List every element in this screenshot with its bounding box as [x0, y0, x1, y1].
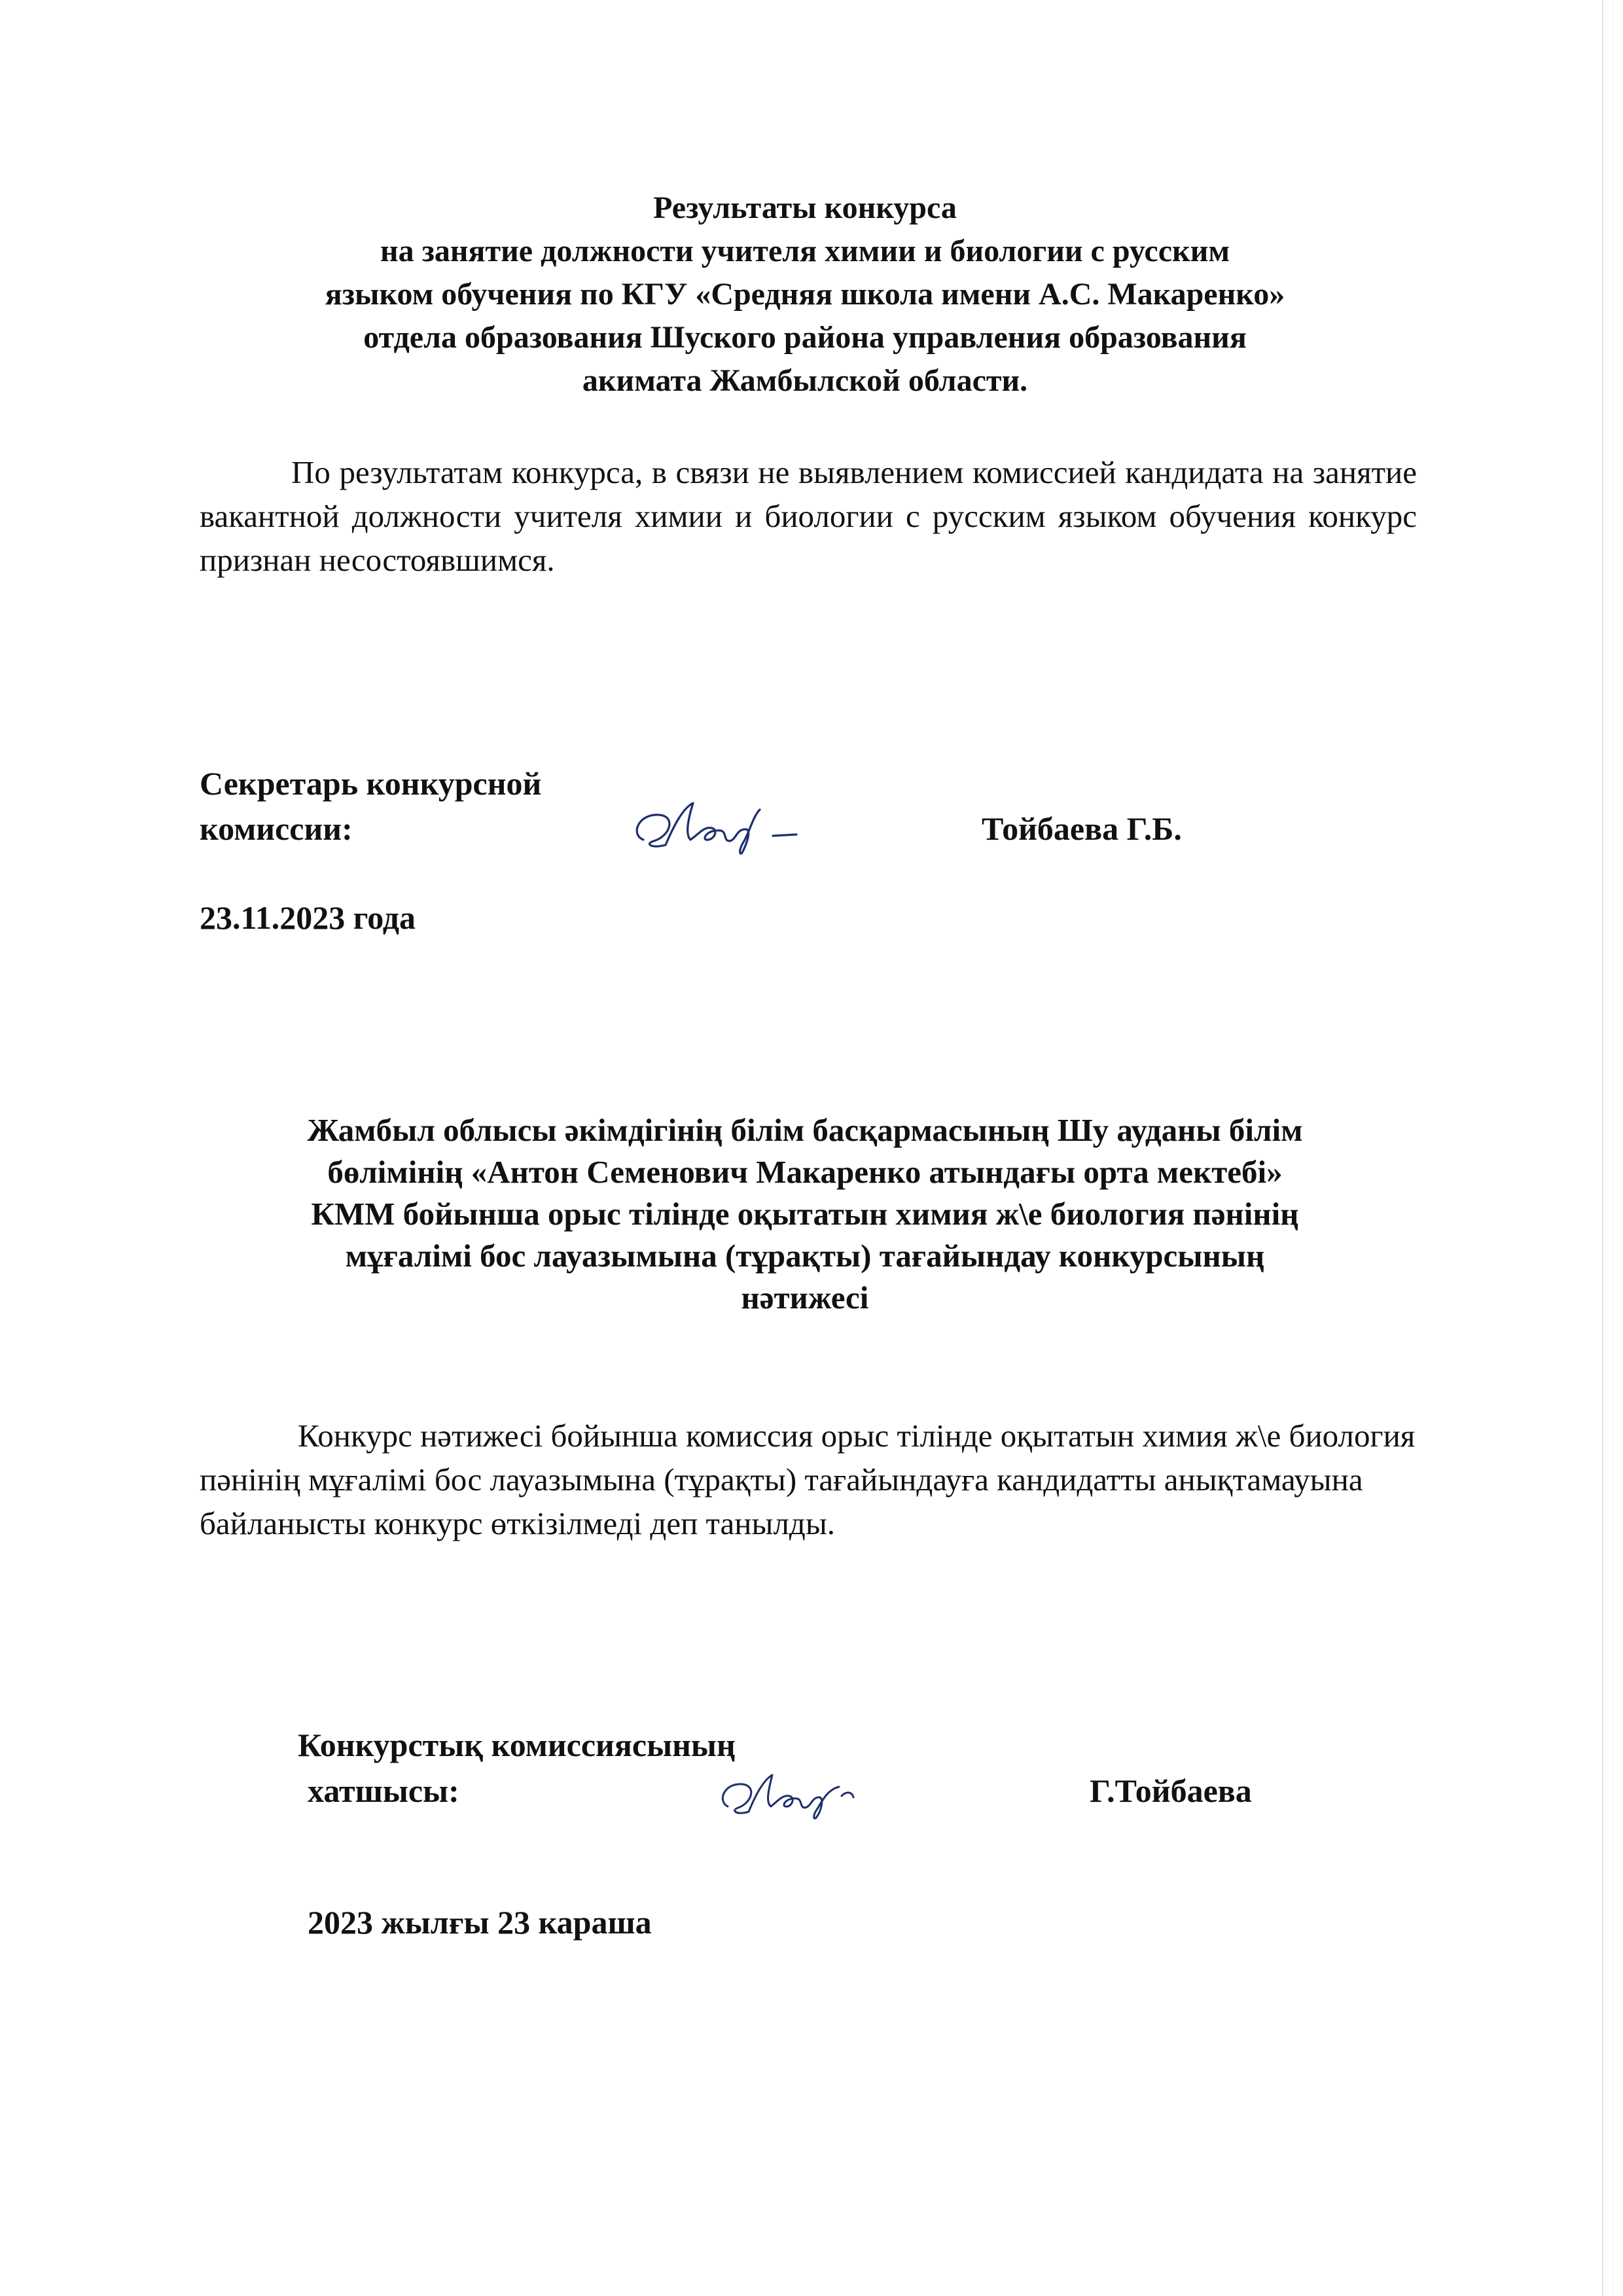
- ru-title-line-3: языком обучения по КГУ «Средняя школа имени А.С. Макаренко»: [325, 277, 1285, 312]
- ru-title: [196, 187, 1414, 403]
- ru-secretary-name: Тойбаева Г.Б.: [982, 810, 1182, 847]
- ru-title-line-1: Результаты конкурса: [653, 190, 957, 225]
- kz-secretary-label-line-2: хатшысы:: [308, 1772, 459, 1809]
- ru-secretary-label-line-2: комиссии:: [200, 810, 353, 847]
- kz-date: 2023 жылғы 23 караша: [308, 1904, 652, 1941]
- kz-title-line-3: КММ бойынша орыс тілінде оқытатын химия ж\е биология пәнінің: [311, 1196, 1299, 1232]
- kz-title-line-2: бөлімінің «Антон Семенович Макаренко атындағы орта мектебі»: [327, 1154, 1283, 1190]
- kz-title: [196, 1109, 1414, 1319]
- kz-title-line-1: Жамбыл облысы әкімдігінің білім басқармасының Шу ауданы білім: [307, 1112, 1303, 1148]
- scan-edge: [1584, 0, 1623, 2296]
- kz-title-line-4: мұғалімі бос лауазымына (тұрақты) тағайындау конкурсының: [345, 1238, 1265, 1274]
- ru-title-line-2: на занятие должности учителя химии и биологии с русским: [380, 234, 1230, 268]
- kz-secretary-name: Г.Тойбаева: [1090, 1772, 1252, 1809]
- ru-signature: [625, 789, 815, 861]
- ru-body-paragraph: По результатам конкурса, в связи не выявлением комиссией кандидата на занятие вакантной должности учителя химии и биологии с русским языком обучения конкурс признан несостоявшимся.: [200, 454, 1417, 578]
- kz-body-paragraph: Конкурс нәтижесі бойынша комиссия орыс тілінде оқытатын химия ж\е биология пәнінің мұғалімі бос лауазымына (тұрақты) тағайындауға кандидатты анықтамауына байланысты конкурс өткізілмеді деп танылды.: [200, 1418, 1416, 1541]
- kz-signature: [713, 1761, 864, 1826]
- ru-secretary-label-line-1: Секретарь конкурсной: [200, 765, 542, 802]
- ru-title-line-4: отдела образования Шуского района управления образования: [363, 320, 1247, 355]
- kz-title-line-5: нәтижесі: [741, 1280, 869, 1316]
- kz-secretary-label-line-1: Конкурстық комиссиясының: [298, 1727, 736, 1763]
- ru-date: 23.11.2023 года: [200, 899, 416, 936]
- ru-title-line-5: акимата Жамбылской области.: [582, 363, 1028, 398]
